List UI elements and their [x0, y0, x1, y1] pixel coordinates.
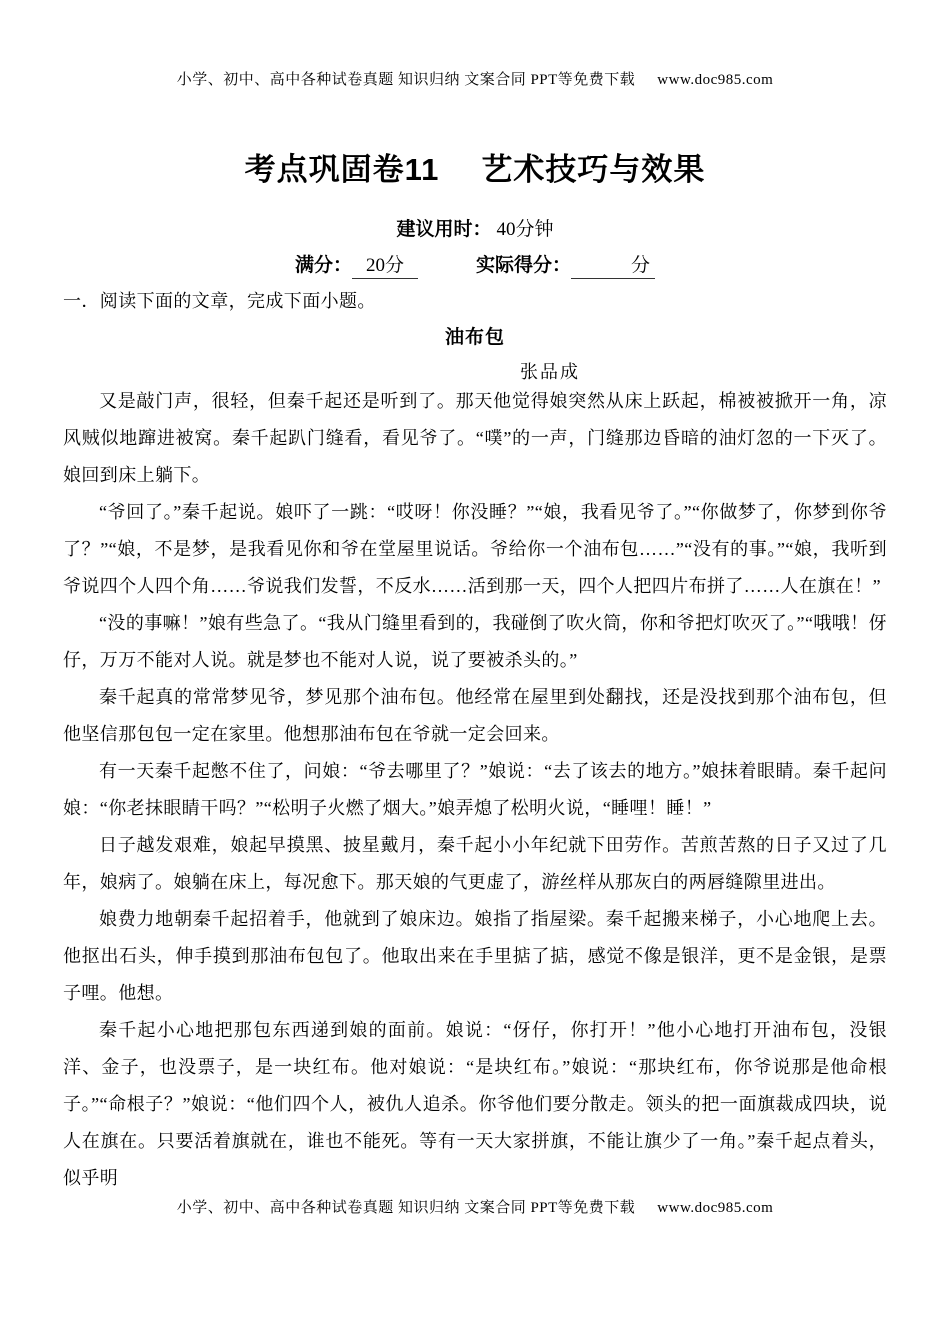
page-header — [0, 68, 950, 89]
suggested-time-line — [0, 214, 950, 241]
full-score-label: 满分： — [294, 255, 352, 276]
full-score-value: 20分 — [352, 254, 418, 279]
footer-promo-text: 小学、初中、高中各种试卷真题 知识归纳 文案合同 PPT等免费下载 — [176, 1200, 636, 1216]
suggested-time-value: 40分钟 — [496, 219, 554, 240]
article-paragraph-1: 又是敲门声，很轻，但秦千起还是听到了。那天他觉得娘突然从床上跃起，棉被被掀开一角，凉风贼似地蹿进被窝。秦千起趴门缝看，看见爷了。“噗”的一声，门缝那边昏暗的油灯忽的一下灭了。娘回到床上躺下。 — [63, 391, 887, 485]
article-paragraph-3: “没的事嘛！”娘有些急了。“我从门缝里看到的，我碰倒了吹火筒，你和爷把灯吹灭了。”“哦哦！伢仔，万万不能对人说。就是梦也不能对人说，说了要被杀头的。” — [63, 613, 887, 670]
article-author: 张品成 — [520, 362, 580, 382]
header-site-url: www.doc985.com — [657, 72, 774, 88]
actual-score-blank-field — [571, 254, 655, 279]
paper-title-topic: 艺术技巧与效果 — [481, 152, 706, 187]
paper-title-number: 考点巩固卷11 — [244, 152, 440, 187]
actual-score-unit: 分 — [631, 255, 651, 276]
actual-score-label: 实际得分： — [476, 255, 572, 276]
article-paragraph-2: “爷回了。”秦千起说。娘吓了一跳：“哎呀！你没睡？”“娘，我看见爷了。”“你做梦了，你梦到你爷了？”“娘，不是梦，是我看见你和爷在堂屋里说话。爷给你一个油布包……”“没有的事。”“娘，我听到爷说四个人四个角……爷说我们发誓，不反水……活到那一天，四个人把四片布拼了……人在旗在！” — [63, 502, 887, 596]
footer-site-url: www.doc985.com — [657, 1200, 774, 1216]
page-footer — [0, 1196, 950, 1217]
section-heading: 一．阅读下面的文章，完成下面小题。 — [63, 291, 376, 311]
paper-title — [0, 144, 950, 189]
article-paragraph-4: 秦千起真的常常梦见爷，梦见那个油布包。他经常在屋里到处翻找，还是没找到那个油布包，但他坚信那包包一定在家里。他想那油布包在爷就一定会回来。 — [63, 687, 887, 744]
article-paragraph-5: 有一天秦千起憋不住了，问娘：“爷去哪里了？”娘说：“去了该去的地方。”娘抹着眼睛。秦千起问娘：“你老抹眼睛干吗？”“松明子火燃了烟大。”娘弄熄了松明火说，“睡哩！睡！” — [63, 761, 887, 818]
article-title: 油布包 — [444, 327, 505, 348]
header-promo-text: 小学、初中、高中各种试卷真题 知识归纳 文案合同 PPT等免费下载 — [176, 72, 636, 88]
score-line — [0, 250, 950, 279]
article-paragraph-8: 秦千起小心地把那包东西递到娘的面前。娘说：“伢仔，你打开！”他小心地打开油布包，没银洋、金子，也没票子，是一块红布。他对娘说：“是块红布。”娘说：“那块红布，你爷说那是他命根子。”“命根子？”娘说：“他们四个人，被仇人追杀。你爷他们要分散走。领头的把一面旗裁成四块，说人在旗在。只要活着旗就在，谁也不能死。等有一天大家拼旗，不能让旗少了一角。”秦千起点着头，似乎明 — [63, 1020, 887, 1188]
article-body — [63, 383, 887, 1197]
suggested-time-label: 建议用时： — [396, 219, 492, 240]
article-paragraph-7: 娘费力地朝秦千起招着手，他就到了娘床边。娘指了指屋梁。秦千起搬来梯子，小心地爬上去。他抠出石头，伸手摸到那油布包包了。他取出来在手里掂了掂，感觉不像是银洋，更不是金银，是票子哩。他想。 — [63, 909, 887, 1003]
article-paragraph-6: 日子越发艰难，娘起早摸黑、披星戴月，秦千起小小年纪就下田劳作。苦煎苦熬的日子又过了几年，娘病了。娘躺在床上，每况愈下。那天娘的气更虚了，游丝样从那灰白的两唇缝隙里进出。 — [63, 835, 887, 892]
